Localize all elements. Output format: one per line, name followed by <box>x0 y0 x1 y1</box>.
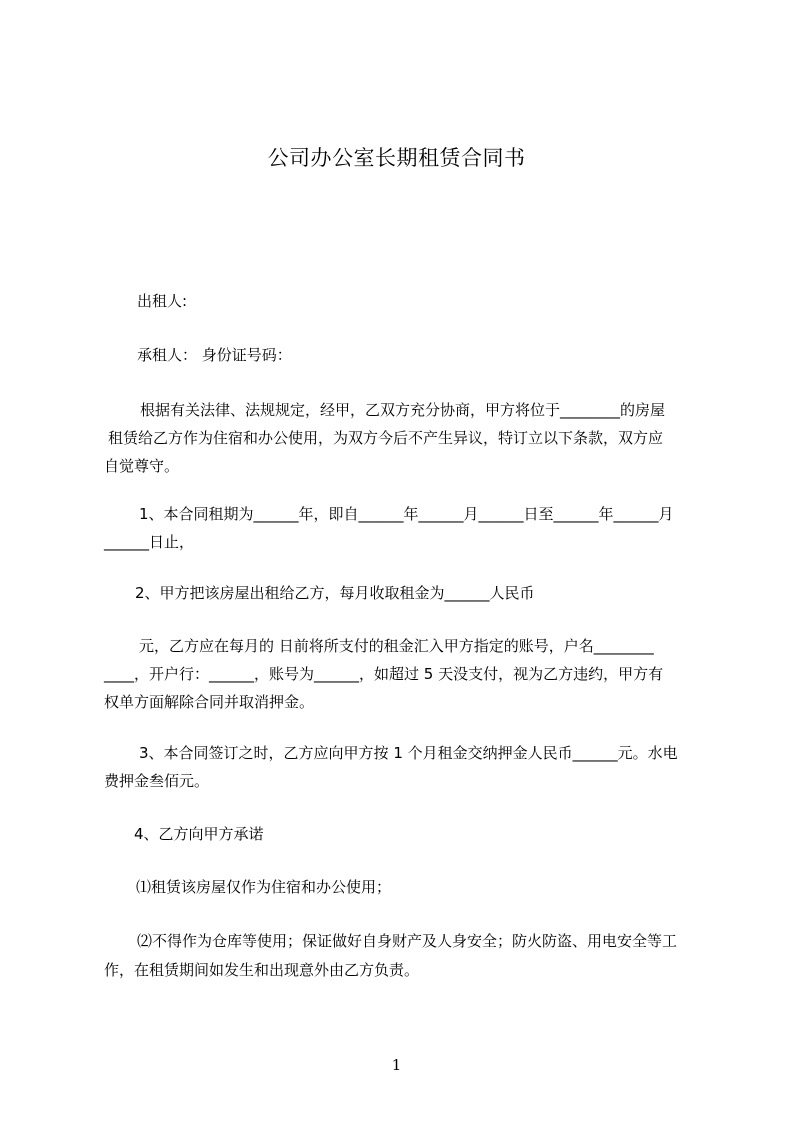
item2-line-2: 作，在租赁期间如发生和出现意外由乙方负责。 <box>104 961 420 979</box>
item2-line-1: ⑵不得作为仓库等使用；保证做好自身财产及人身安全；防火防盗、用电安全等工 <box>137 932 678 950</box>
clause4-heading: 4、乙方向甲方承诺 <box>134 825 264 843</box>
intro-line-2: 租赁给乙方作为住宿和办公使用，为双方今后不产生异议，特订立以下条款，双方应 <box>108 429 664 447</box>
lessor-line: 出租人: <box>137 292 188 310</box>
intro-line-3: 自觉尊守。 <box>104 457 180 475</box>
clause2-line-1: 2、甲方把该房屋出租给乙方，每月收取租金为______人民币 <box>135 584 535 602</box>
item1-line-1: ⑴租赁该房屋仅作为住宿和办公使用； <box>136 878 392 896</box>
clause2-cont-line-2: ____，开户行：______，账号为______，如超过 5 天没支付，视为乙方违约，甲方有 <box>104 665 664 683</box>
page-title: 公司办公室长期租赁合同书 <box>267 146 526 170</box>
clause2-cont-line-1: 元，乙方应在每月的 日前将所支付的租金汇入甲方指定的账号，户名________ <box>139 637 654 655</box>
intro-line-1: 根据有关法律、法规规定，经甲，乙双方充分协商，甲方将位于________的房屋 <box>140 401 666 419</box>
clause1-line-2: ______日止， <box>104 533 195 551</box>
clause3-line-1: 3、本合同签订之时，乙方应向甲方按 1 个月租金交纳押金人民币______元。水电 <box>139 744 678 762</box>
clause2-cont-line-3: 权单方面解除合同并取消押金。 <box>104 693 315 711</box>
lessee-line: 承租人： 身份证号码： <box>137 346 292 364</box>
clause3-line-2: 费押金叁佰元。 <box>104 772 210 790</box>
page-number: 1 <box>391 1056 402 1074</box>
clause1-line-1: 1、本合同租期为______年，即自______年______月______日至______年______月 <box>139 505 674 523</box>
